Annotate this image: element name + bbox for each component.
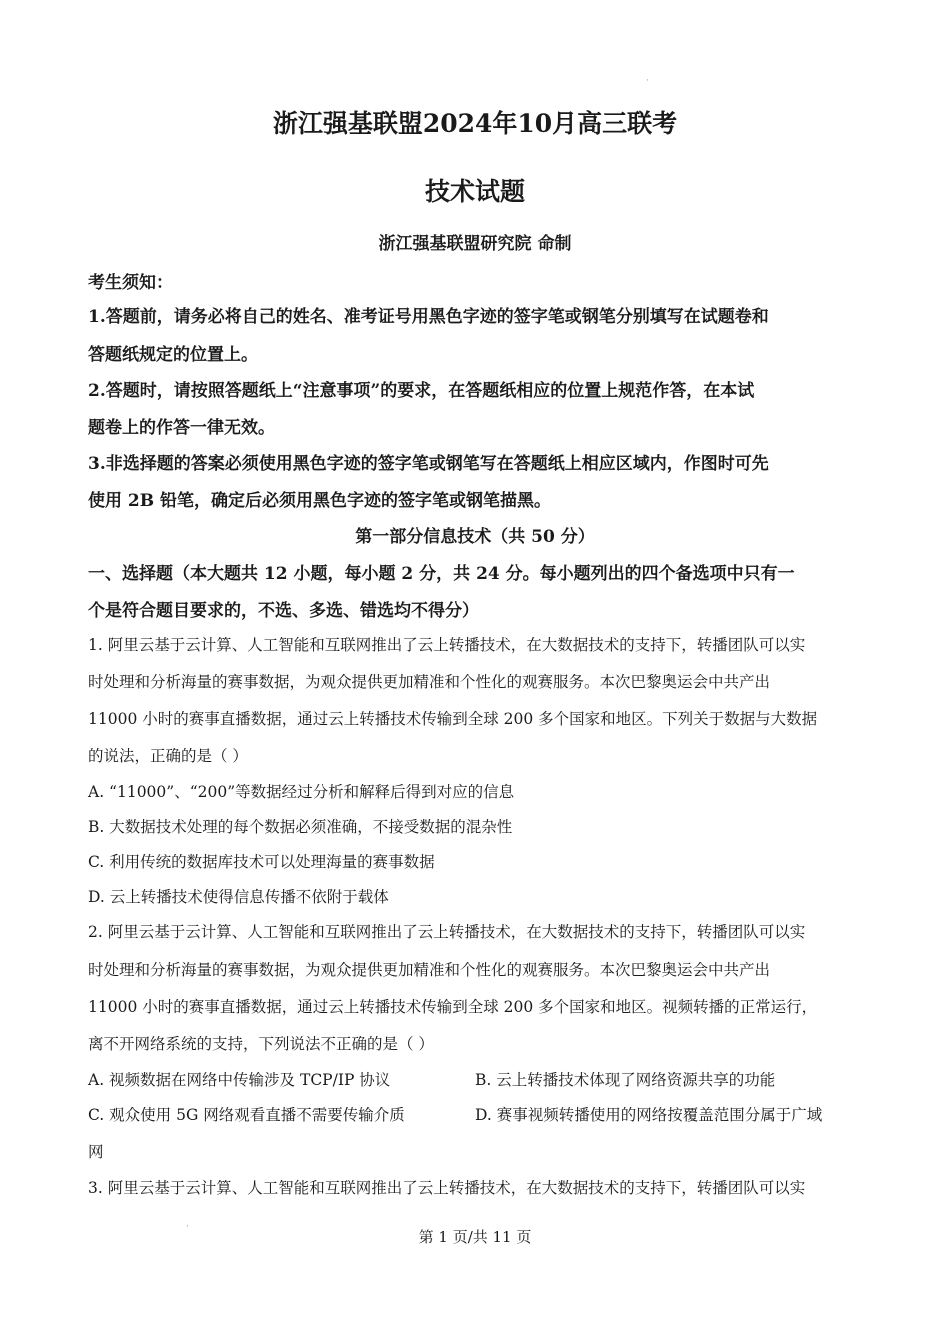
q2-stem: 离不开网络系统的支持，下列说法不正确的是（ ） xyxy=(88,1035,434,1053)
q2-option-c: C. 观众使用 5G 网络观看直播不需要传输介质 xyxy=(88,1106,405,1124)
q2-stem: 时处理和分析海量的赛事数据，为观众提供更加精准和个性化的观赛服务。本次巴黎奥运会中共产出 xyxy=(88,961,771,979)
q1-stem: 1. 阿里云基于云计算、人工智能和互联网推出了云上转播技术，在大数据技术的支持下，转播团队可以实 xyxy=(88,636,806,654)
notice-line: 使用 2B 铅笔，确定后必须用黑色字迹的签字笔或钢笔描黑。 xyxy=(88,491,552,511)
notice-line: 1.答题前，请务必将自己的姓名、准考证号用黑色字迹的签字笔或钢笔分别填写在试题卷和 xyxy=(88,307,769,327)
section-heading: 个是符合题目要求的，不选、多选、错选均不得分） xyxy=(88,601,479,621)
exam-title: 浙江强基联盟2024年10月高三联考 xyxy=(272,109,678,138)
q2-option-b: B. 云上转播技术体现了网络资源共享的功能 xyxy=(475,1071,776,1089)
q2-option-a: A. 视频数据在网络中传输涉及 TCP/IP 协议 xyxy=(88,1071,391,1089)
part-heading: 第一部分信息技术（共 50 分） xyxy=(355,527,595,547)
notice-line: 题卷上的作答一律无效。 xyxy=(88,418,275,438)
section-heading: 一、选择题（本大题共 12 小题，每小题 2 分，共 24 分。每小题列出的四个备选项中只有一 xyxy=(88,564,795,584)
q1-option-a: A. “11000”、“200”等数据经过分析和解释后得到对应的信息 xyxy=(88,783,515,801)
notice-line: 3.非选择题的答案必须使用黑色字迹的签字笔或钢笔写在答题纸上相应区域内，作图时可先 xyxy=(88,454,769,474)
q1-option-c: C. 利用传统的数据库技术可以处理海量的赛事数据 xyxy=(88,853,435,871)
q2-stem: 2. 阿里云基于云计算、人工智能和互联网推出了云上转播技术，在大数据技术的支持下，转播团队可以实 xyxy=(88,923,806,941)
exam-subtitle: 技术试题 xyxy=(424,177,525,206)
q2-stem: 11000 小时的赛事直播数据，通过云上转播技术传输到全球 200 多个国家和地区。视频转播的正常运行， xyxy=(88,998,818,1016)
page-footer: 第 1 页/共 11 页 xyxy=(418,1228,532,1246)
q2-option-d: D. 赛事视频转播使用的网络按覆盖范围分属于广域 xyxy=(475,1106,823,1124)
notice-line: 2.答题时，请按照答题纸上“注意事项”的要求，在答题纸相应的位置上规范作答，在本试 xyxy=(88,381,755,401)
notice-heading: 考生须知： xyxy=(88,273,173,293)
q3-stem: 3. 阿里云基于云计算、人工智能和互联网推出了云上转播技术，在大数据技术的支持下，转播团队可以实 xyxy=(88,1179,806,1197)
q1-option-b: B. 大数据技术处理的每个数据必须准确，不接受数据的混杂性 xyxy=(88,818,513,836)
q1-stem: 的说法，正确的是（ ） xyxy=(88,747,248,765)
q2-option-d-wrap: 网 xyxy=(88,1143,104,1161)
notice-line: 答题纸规定的位置上。 xyxy=(88,345,258,365)
q1-option-d: D. 云上转播技术使得信息传播不依附于载体 xyxy=(88,888,389,906)
scan-dot: · xyxy=(646,76,649,86)
exam-maker: 浙江强基联盟研究院 命制 xyxy=(378,234,572,254)
scan-dot: · xyxy=(186,1222,189,1232)
q1-stem: 时处理和分析海量的赛事数据，为观众提供更加精准和个性化的观赛服务。本次巴黎奥运会中共产出 xyxy=(88,673,771,691)
q1-stem: 11000 小时的赛事直播数据，通过云上转播技术传输到全球 200 多个国家和地区。下列关于数据与大数据 xyxy=(88,710,818,728)
